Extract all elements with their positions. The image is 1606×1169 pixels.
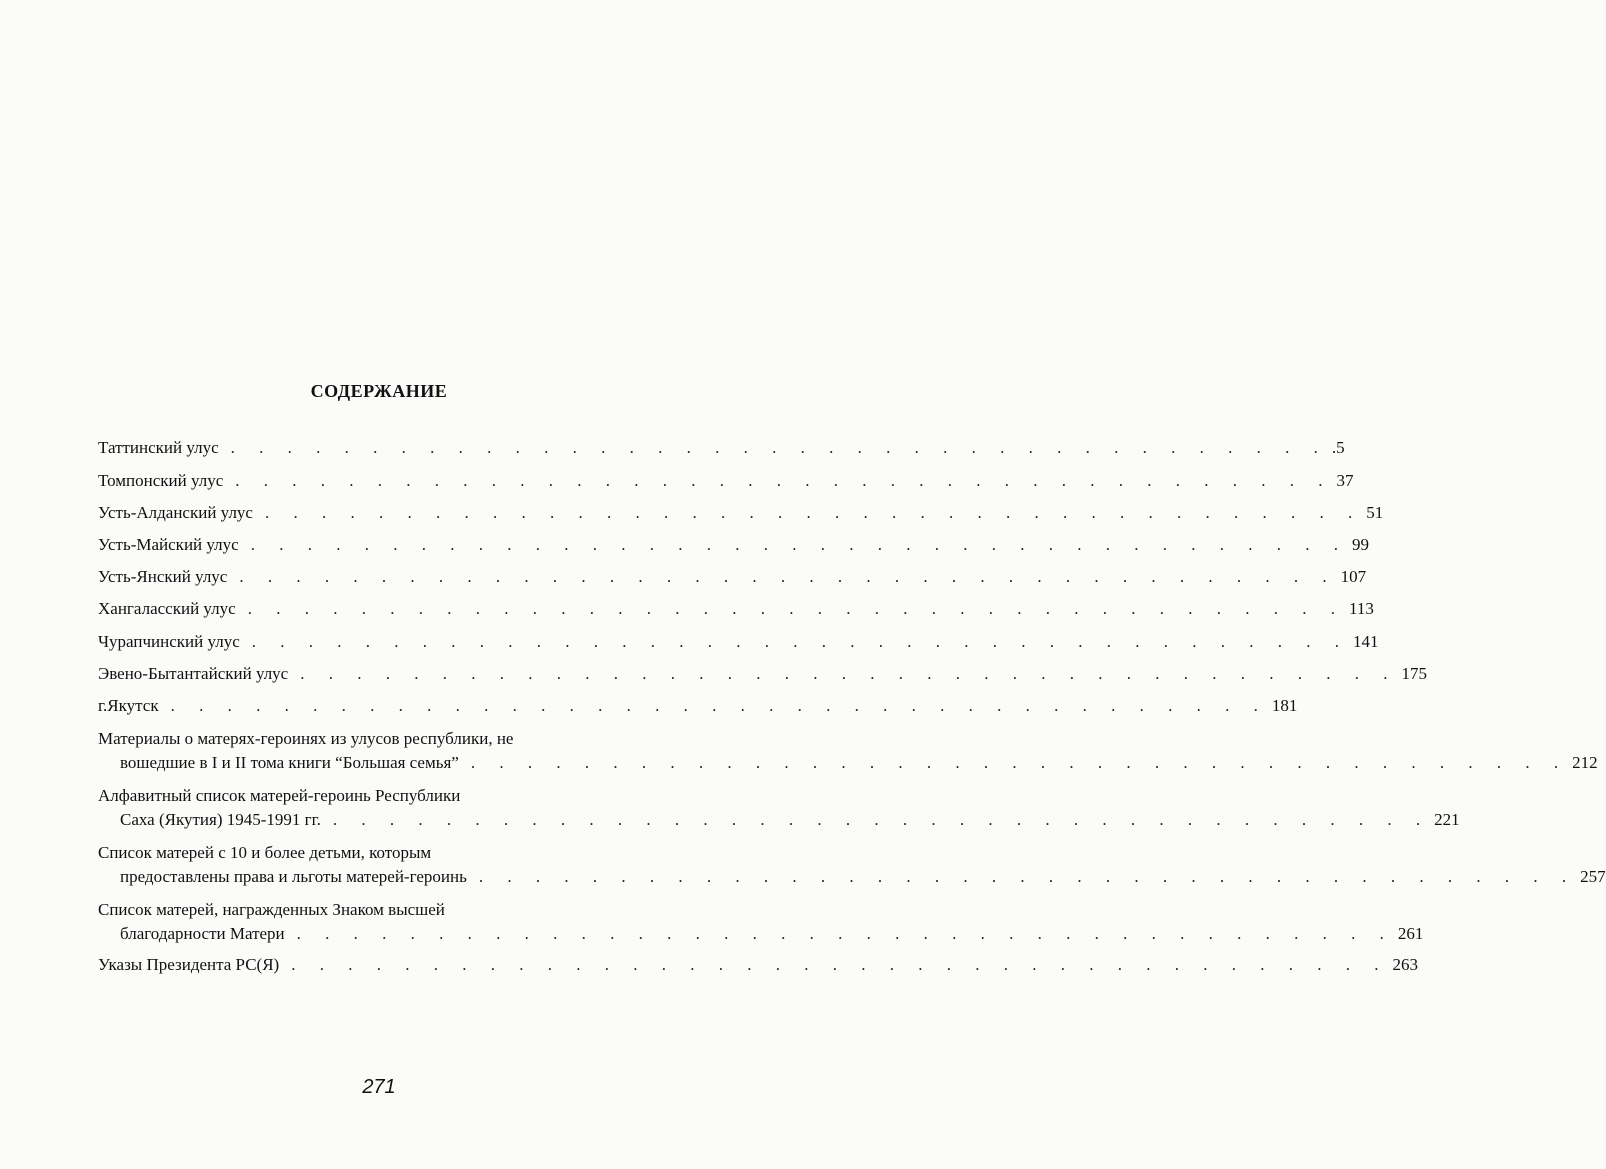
toc-entry-page-number: 175 — [1401, 664, 1427, 683]
toc-entry — [98, 784, 1460, 832]
toc-entry-row — [98, 469, 1354, 493]
toc-entry-row — [98, 922, 1424, 946]
dot-leader: . . . . . . . . . . . . . . . . . . . . . . . . . . . . . . . . . . . . . . . — [235, 471, 1333, 490]
toc-entry — [98, 953, 1418, 977]
toc-entry-title-line: Усть-Янский улус — [98, 567, 228, 586]
toc-entry — [98, 662, 1427, 686]
toc-entry-page-number: 181 — [1271, 696, 1298, 715]
toc-entry — [98, 694, 1298, 718]
toc-entry-row — [98, 808, 1460, 832]
toc-entry-title-line: Эвено-Бытантайский улус — [98, 664, 289, 683]
toc-entry-row — [98, 501, 1384, 525]
toc-entry-row — [98, 662, 1427, 686]
toc-entry-row — [98, 751, 1598, 775]
dot-leader: . . . . . . . . . . . . . . . . . . . . . . . . . . . . . . . . . . . . . . . — [478, 867, 1577, 886]
toc-entry-row — [98, 597, 1374, 621]
toc-entry-title-line: Указы Президента РС(Я) — [98, 955, 280, 974]
toc-entry-title-line: Таттинский улус — [98, 438, 219, 457]
toc-entry-page-number: 141 — [1353, 632, 1379, 651]
dot-leader: . . . . . . . . . . . . . . . . . . . . . . . . . . . . . . . . . . . . . . . — [332, 810, 1431, 829]
page-number: 271 — [362, 1076, 396, 1098]
toc-entry — [98, 533, 1369, 557]
toc-entry-row — [98, 533, 1369, 557]
toc-entry-page-number: 37 — [1336, 471, 1354, 490]
toc-entry-title-line: Усть-Майский улус — [98, 535, 239, 554]
toc-entry-page-number: 113 — [1348, 599, 1374, 618]
toc-entry-row — [98, 953, 1418, 977]
dot-leader: . . . . . . . . . . . . . . . . . . . . . . . . . . . . . . . . . . . . . . . — [230, 438, 1328, 457]
toc-entry-page-number: 257 — [1580, 867, 1606, 886]
dot-leader: . . . . . . . . . . . . . . . . . . . . . . . . . . . . . . . . . . . . . . . — [470, 753, 1569, 772]
toc-entry-page-number: 51 — [1366, 503, 1384, 522]
toc-entry — [98, 565, 1367, 589]
toc-entry-page-number: 261 — [1397, 924, 1424, 943]
toc-entry-title-line: Хангаласский улус — [98, 599, 236, 618]
toc-entry — [98, 469, 1354, 493]
toc-entry — [98, 597, 1374, 621]
toc-entry-page-number: 212 — [1572, 753, 1598, 772]
dot-leader: . . . . . . . . . . . . . . . . . . . . . . . . . . . . . . . . . . . . . . . — [300, 664, 1398, 683]
toc-entry-title-line: Саха (Якутия) 1945-1991 гг. — [120, 810, 321, 829]
toc-entry — [98, 501, 1384, 525]
toc-entry-title-line: благодарности Матери — [120, 924, 285, 943]
toc-entry-title-line: Список матерей, награжденных Знаком высшей — [98, 900, 445, 919]
toc-entry-row — [98, 694, 1298, 718]
toc-entry-page-number: .5 — [1331, 438, 1345, 457]
toc-entry-row — [98, 865, 1606, 889]
dot-leader: . . . . . . . . . . . . . . . . . . . . . . . . . . . . . . . . . . . . . . . — [264, 503, 1363, 522]
dot-leader: . . . . . . . . . . . . . . . . . . . . . . . . . . . . . . . . . . . . . . . — [247, 599, 1345, 618]
toc-entry-title-line: предоставлены права и льготы матерей-героинь — [120, 867, 467, 886]
toc-entry — [98, 436, 1345, 460]
toc-entry-page-number: 107 — [1340, 567, 1367, 586]
toc-entry-page-number: 99 — [1351, 535, 1369, 554]
toc-entry-row — [98, 630, 1379, 654]
toc-heading: СОДЕРЖАНИЕ — [310, 381, 448, 401]
toc-entry-row — [98, 565, 1367, 589]
dot-leader: . . . . . . . . . . . . . . . . . . . . . . . . . . . . . . . . . . . . . . . — [250, 535, 1348, 554]
toc-entry-title-line: вошедшие в I и II тома книги “Большая семья” — [120, 753, 459, 772]
toc-entry-title-line: Материалы о матерях-героинях из улусов республики, не — [98, 729, 514, 748]
dot-leader: . . . . . . . . . . . . . . . . . . . . . . . . . . . . . . . . . . . . . . . — [251, 632, 1349, 651]
dot-leader: . . . . . . . . . . . . . . . . . . . . . . . . . . . . . . . . . . . . . . . — [291, 955, 1389, 974]
toc-entry — [98, 898, 1424, 946]
toc-entry — [98, 727, 1598, 775]
toc-entry — [98, 841, 1606, 889]
toc-entry-row — [98, 436, 1345, 460]
dot-leader: . . . . . . . . . . . . . . . . . . . . . . . . . . . . . . . . . . . . . . . — [239, 567, 1337, 586]
toc-entry-title-line: Чурапчинский улус — [98, 632, 240, 651]
dot-leader: . . . . . . . . . . . . . . . . . . . . . . . . . . . . . . . . . . . . . . . — [296, 924, 1394, 943]
toc-entry-title-line: Алфавитный список матерей-героинь Республики — [98, 786, 461, 805]
toc-entry-page-number: 263 — [1392, 955, 1418, 974]
toc-entry-title-line: Усть-Алданский улус — [98, 503, 253, 522]
toc-entry — [98, 630, 1379, 654]
toc-entry-title-line: Томпонский улус — [98, 471, 224, 490]
toc-entry-title-line: Список матерей с 10 и более детьми, которым — [98, 843, 432, 862]
toc-entry-title-line: г.Якутск — [98, 696, 159, 715]
dot-leader: . . . . . . . . . . . . . . . . . . . . . . . . . . . . . . . . . . . . . . . — [170, 696, 1268, 715]
toc-entry-page-number: 221 — [1434, 810, 1460, 829]
